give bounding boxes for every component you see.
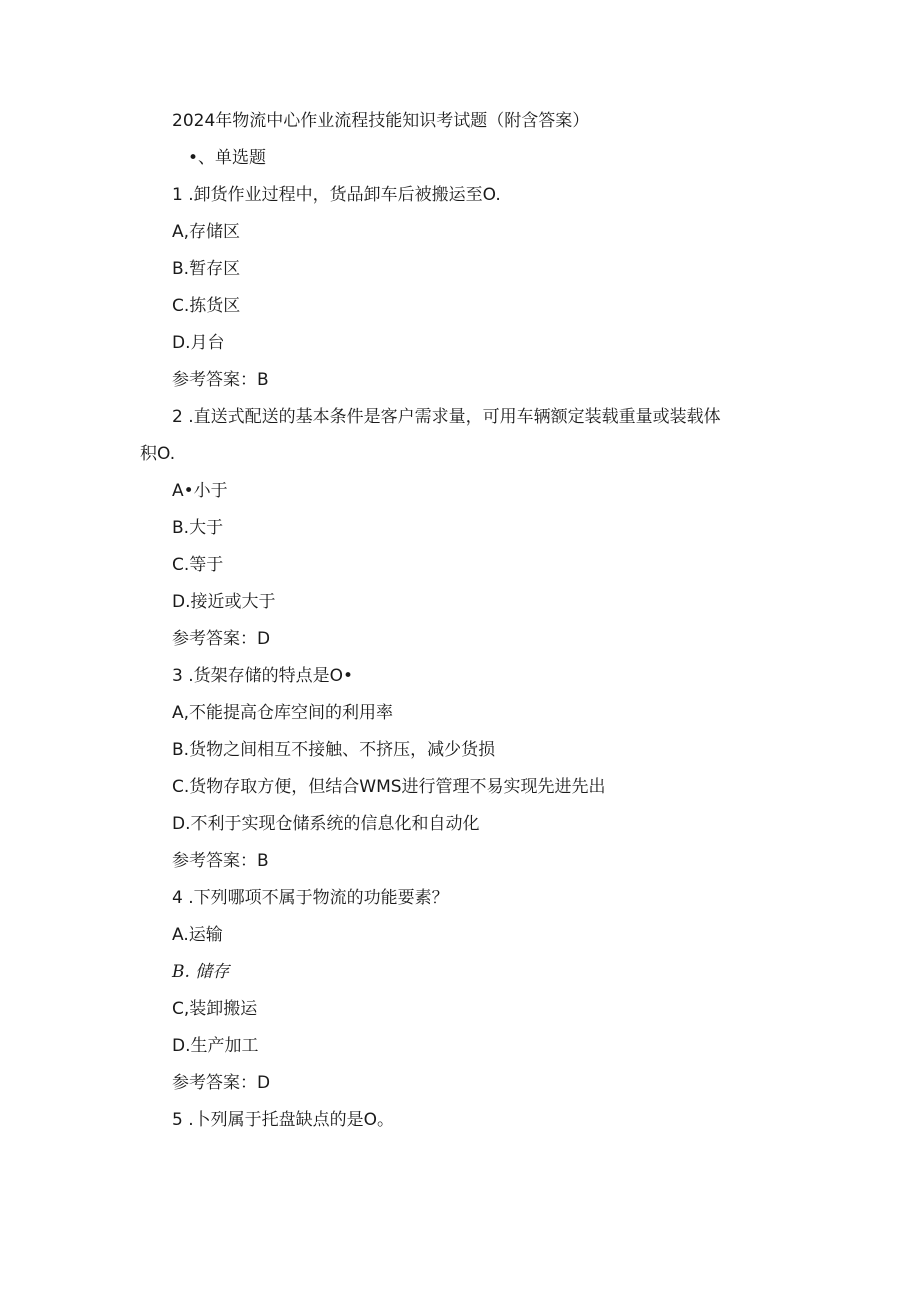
question-3-option-d: D.不利于实现仓储系统的信息化和自动化 xyxy=(172,814,480,834)
question-4-stem: 4 .下列哪项不属于物流的功能要素？ xyxy=(172,888,449,908)
question-4-option-a: A.运输 xyxy=(172,925,223,945)
question-1-option-c: C.拣货区 xyxy=(172,296,241,316)
question-2-option-c: C.等于 xyxy=(172,555,224,575)
section-heading: •、单选题 xyxy=(188,148,267,168)
document-title: 2024年物流中心作业流程技能知识考试题（附含答案） xyxy=(172,111,590,131)
question-2-answer: 参考答案：D xyxy=(172,629,271,649)
question-3-option-b: B.货物之间相互不接触、不挤压，减少货损 xyxy=(172,740,496,760)
question-2-stem-line2: 积O. xyxy=(140,444,176,464)
question-2-stem-line1: 2 .直送式配送的基本条件是客户需求量，可用车辆额定装载重量或装载体 xyxy=(172,407,721,427)
question-1-option-d: D.月台 xyxy=(172,333,225,353)
question-5-stem: 5 .卜列属于托盘缺点的是O。 xyxy=(172,1110,395,1130)
question-4-answer: 参考答案：D xyxy=(172,1073,271,1093)
question-4-option-c: C,装卸搬运 xyxy=(172,999,258,1019)
question-4-option-d: D.生产加工 xyxy=(172,1036,259,1056)
question-1-answer: 参考答案：B xyxy=(172,370,269,390)
question-3-option-c: C.货物存取方便，但结合WMS进行管理不易实现先进先出 xyxy=(172,777,606,797)
question-4-option-b: B. 储存 xyxy=(172,962,230,982)
question-2-option-a: A•小于 xyxy=(172,481,228,501)
question-1-stem: 1 .卸货作业过程中，货品卸车后被搬运至O. xyxy=(172,185,501,205)
question-1-option-b: B.暂存区 xyxy=(172,259,241,279)
question-2-option-d: D.接近或大于 xyxy=(172,592,276,612)
question-3-answer: 参考答案：B xyxy=(172,851,269,871)
question-1-option-a: A,存储区 xyxy=(172,222,241,242)
question-2-option-b: B.大于 xyxy=(172,518,224,538)
question-3-option-a: A,不能提高仓库空间的利用率 xyxy=(172,703,394,723)
question-3-stem: 3 .货架存储的特点是O• xyxy=(172,666,354,686)
